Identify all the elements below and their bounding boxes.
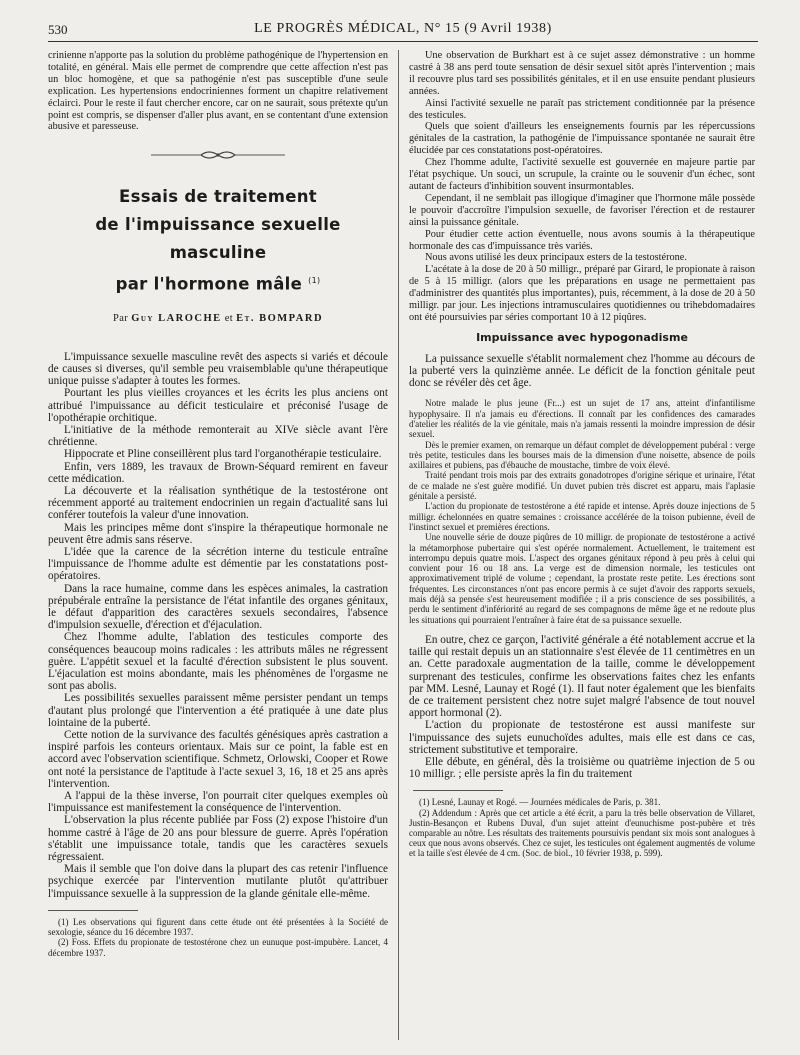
paragraph: Ainsi l'activité sexuelle ne paraît pas strictement conditionnée par la présence des testicules. bbox=[409, 97, 755, 121]
paragraph: Notre malade le plus jeune (Fr...) est un sujet de 17 ans, atteint d'infantilisme hypophysaire. Il n'a jamais eu d'érections. Il connaît par les confidences des camarades d'atelier les réalités de la vie génitale, mais n'a jamais ressenti la moindre impression de désir sexuel. bbox=[409, 398, 755, 440]
paragraph: L'action du propionate de testostérone est aussi manifeste sur l'impuissance des sujets eunuchoïdes adultes, mais elle est dans ce cas, strictement substitutive et temporaire. bbox=[409, 719, 755, 756]
paragraph: L'acétate à la dose de 20 à 50 milligr., préparé par Girard, le propionate à raison de 5 à 15 milligr. (alors que les préparations en usage ne permettaient pas d'administrer des quantités plus importantes), puis, récemment, à la dose de 20 à 50 milligr. par jour. Les injections intramusculaires quotidiennes ou trihebdomadaires ont été poursuivies par séries comportant 10 à 12 piqûres. bbox=[409, 264, 755, 323]
footnotes-right bbox=[409, 797, 755, 858]
column-divider bbox=[398, 50, 399, 1040]
footnote: (1) Lesné, Launay et Rogé. — Journées médicales de Paris, p. 381. bbox=[419, 797, 661, 808]
paragraph: La puissance sexuelle s'établit normalement chez l'homme au décours de la puberté vers la quinzième année. Le déficit de la fonction génitale peut donc se révéler dès cet âge. bbox=[409, 352, 755, 390]
footnote: (1) Les observations qui figurent dans cette étude ont été présentées à la Société de sexologie, séance du 16 décembre 1937. bbox=[48, 916, 388, 938]
paragraph: Chez l'homme adulte, l'activité sexuelle est gouvernée en majeure partie par l'état psychique. Un souci, un scrupule, la crainte ou le souvenir d'un échec, sont autant de facteurs d'inhibition souvent insurmontables. bbox=[409, 157, 755, 192]
footnote-rule bbox=[48, 910, 138, 911]
footnote: (2) Foss. Effets du propionate de testostérone chez un eunuque post-impubère. Lancet, 4 décembre 1937. bbox=[48, 937, 388, 958]
byline-prefix: Par bbox=[112, 312, 129, 324]
paragraph: Nous avons utilisé les deux principaux esters de la testostérone. bbox=[425, 252, 687, 264]
byline bbox=[48, 313, 388, 325]
article-title bbox=[48, 183, 388, 299]
article-title-line2: de l'impuissance sexuelle masculine bbox=[95, 215, 341, 263]
paragraph: Enfin, vers 1889, les travaux de Brown-Séquard remirent en faveur cette médication. bbox=[48, 460, 388, 485]
footnotes-left bbox=[48, 917, 388, 958]
paragraph: L'impuissance sexuelle masculine revêt des aspects si variés et découle de causes si diverses, qu'il semble peu vraisemblable qu'une thérapeutique unique puisse s'adapter à toutes les formes. bbox=[48, 350, 388, 388]
page-number: 530 bbox=[48, 22, 68, 37]
title-footnote-marker: (1) bbox=[308, 276, 321, 286]
paragraph: A l'appui de la thèse inverse, l'on pourrait citer quelques exemples où l'impuissance est manifestement la conséquence de l'intervention. bbox=[48, 790, 388, 815]
section-title: Impuissance avec hypogonadisme bbox=[476, 330, 688, 344]
left-column bbox=[48, 50, 388, 958]
paragraph: Elle débute, en général, dès la troisième ou quatrième injection de 5 ou 10 milligr. ; elle persiste après la fin du traitement bbox=[409, 755, 755, 781]
ornament-divider bbox=[48, 149, 388, 161]
header-rule bbox=[48, 41, 758, 42]
paragraph: Mais les principes même dont s'inspire la thérapeutique hormonale ne peuvent être admis sans réserve. bbox=[48, 521, 388, 546]
journal-title: LE PROGRÈS MÉDICAL, N° 15 (9 Avril 1938) bbox=[254, 21, 552, 36]
paragraph: Cependant, il ne semblait pas illogique d'imaginer que l'hormone mâle possède le pouvoir d'accroître l'impulsion sexuelle, de favoriser l'érection et de restaurer ainsi la puissance génitale. bbox=[409, 192, 755, 228]
paragraph: Traité pendant trois mois par des extraits gonadotropes d'origine sérique et urinaire, l'état de ce malade ne s'est guère modifié. Un duvet pubien très discret est apparu, mais l'aplasie génitale a persisté. bbox=[409, 470, 755, 502]
running-header bbox=[48, 18, 758, 40]
paragraph: L'idée que la carence de la sécrétion interne du testicule entraîne l'impuissance de l'homme adulte est démentie par les constatations post-opératoires. bbox=[48, 546, 388, 583]
paragraph: Quels que soient d'ailleurs les enseignements fournis par les répercussions génitales de la castration, la pathogénie de l'impuissance spontanée ne saurait être élucidée par ces constatations post-opératoires. bbox=[409, 121, 755, 157]
paragraph: Les possibilités sexuelles paraissent même persister pendant un temps d'autant plus prolongé que l'intervention a été pratiquée à une date plus lointaine de la puberté. bbox=[48, 692, 388, 729]
section-intro bbox=[409, 353, 755, 390]
article-body-right-a bbox=[409, 50, 755, 324]
paragraph: Pour étudier cette action éventuelle, nous avons soumis à la thérapeutique hormonale des cas d'impuissance très variés. bbox=[409, 228, 755, 252]
footnote-rule bbox=[413, 790, 503, 791]
article-body-right-c bbox=[409, 634, 755, 780]
paragraph: La découverte et la réalisation synthétique de la testostérone ont récemment apporté au traitement endocrinien un regain d'actualité sans lui conférer toutefois la valeur d'une innovation. bbox=[48, 484, 388, 522]
spacer bbox=[409, 625, 755, 634]
paragraph: Dans la race humaine, comme dans les espèces animales, la castration prépubérale entraîne la persistance de l'état infantile des organes génitaux, le défaut d'apparition des caractères sexuels secondaires, l'absence d'impulsion sexuelle, d'érection et d'éjaculation. bbox=[48, 582, 388, 632]
byline-and: et bbox=[224, 312, 234, 324]
article-body-left bbox=[48, 351, 388, 900]
paragraph: Dès le premier examen, on remarque un défaut complet de développement pubéral : verge très petite, testicules dans les bourses mais de la dimension d'une noisette, absence de poils axillaires et pubiens, pas d'ébauche de moustache, timbre de voix élevé. bbox=[409, 439, 755, 471]
article-title-line3-text: par l'hormone mâle bbox=[115, 274, 303, 294]
flourish-icon bbox=[143, 149, 293, 161]
case-report bbox=[409, 398, 755, 625]
article-title-line1: Essais de traitement bbox=[119, 187, 317, 207]
author-1: Guy LAROCHE bbox=[131, 312, 222, 324]
paragraph: Mais il semble que l'on doive dans la plupart des cas retenir l'influence psychique exercée par l'intervention mutilante plutôt qu'attribuer l'impuissance sexuelle à la suppression de la glande génitale elle-même. bbox=[48, 863, 388, 900]
paragraph: Pourtant les plus vieilles croyances et les écrits les plus anciens ont attribué l'impuissance au déficit testiculaire et préconisé l'usage de l'opothérapie orchitique. bbox=[48, 387, 388, 424]
paragraph: L'action du propionate de testostérone a été rapide et intense. Après douze injections de 5 milligr. échelonnées en quatre semaines : croissance accélérée de la toison pubienne, éveil de l'instinct sexuel et premières érections. bbox=[409, 501, 755, 532]
paragraph: En outre, chez ce garçon, l'activité générale a été notablement accrue et la taille qui restait depuis un an stationnaire s'est élevée de 11 centimètres en un an. Cette paradoxale augmentation de la taille, comme le développement surprenant des testicules, confirme les observations faites chez les enfants par MM. Lesné, Launay et Rogé (1). Il faut noter également que les bienfaits de ce traitement persistent chez notre sujet malgré l'absence de tout nouvel apport hormonal (2). bbox=[409, 633, 755, 720]
paragraph: L'initiative de la méthode remonterait au XIVe siècle avant l'ère chrétienne. bbox=[48, 423, 388, 449]
paragraph: Une observation de Burkhart est à ce sujet assez démonstrative : un homme castré à 38 ans perd toute sensation de désir sexuel sitôt après l'intervention ; mais il recouvre plus tard ses possibilités génitales, et il en use ensuite pendant plusieurs années. bbox=[409, 50, 755, 97]
spacer bbox=[409, 389, 755, 398]
paragraph: crinienne n'apporte pas la solution du problème pathogénique de l'hypertension en totalité, en général. Mais elle permet de comprendre que cette affection n'est pas un bloc homogène, et que sa pathogénie n'est pas susceptible d'une seule explication. Les hypertensions endocriniennes forment un chapitre relativement éclairci. Pour le reste il faut chercher encore, car on ne saurait, sous prétexte qu'un point est compris, se dispenser d'aller plus avant, en se contentant d'une extension abusive et paresseuse. bbox=[48, 50, 388, 133]
paragraph: Chez l'homme adulte, l'ablation des testicules comporte des conséquences beaucoup moins radicales : les attributs mâles ne régressent guère. L'appétit sexuel et la faculté d'érection subsistent le plus souvent. L'éjaculation est moins abondante, mais les phénomènes de l'orgasme ne sont pas abolis. bbox=[48, 631, 388, 693]
right-column bbox=[409, 50, 755, 859]
paragraph: Cette notion de la survivance des facultés génésiques après castration a inspiré parfois les conteurs orientaux. Mais sur ce point, la fable est en accord avec l'observation scientifique. Schmetz, Orlowski, Cooper et Rowe ont noté la persistance de l'aptitude à l'acte sexuel 3, 16, 18 et 25 ans après l'intervention. bbox=[48, 729, 388, 790]
paragraph: Hippocrate et Pline conseillèrent plus tard l'organothérapie testiculaire. bbox=[64, 448, 382, 461]
intro-text bbox=[48, 50, 388, 133]
author-2: Et. BOMPARD bbox=[236, 312, 324, 324]
paragraph: Une nouvelle série de douze piqûres de 10 milligr. de propionate de testostérone a activé la métamorphose pubertaire qui s'est opérée normalement. Actuellement, le traitement est interrompu depuis quatre mois. L'aspect des organes génitaux répond à peu près à celui qui convient pour 16 ou 18 ans. La verge est de dimension normale, les testicules ont approximativement triplé de volume ; cependant, la prostate reste petite. Les érections sont fréquentes. Les circonstances n'ont pas encore permis à ce sujet d'avoir des rapports sexuels, mais déjà sa pensée s'est heureusement modifiée ; il a pris conscience de ses possibilités, a perdu le sentiment d'infériorité au regard de ses compagnons de même âge et ne redoute plus les situations qui pourraient l'entraîner à faire état de sa puissance sexuelle. bbox=[409, 532, 755, 625]
article-title-line3 bbox=[48, 267, 388, 299]
paragraph: L'observation la plus récente publiée par Foss (2) expose l'histoire d'un homme castré à l'âge de 20 ans pour blessure de guerre. Après l'opération s'établit une impuissance totale, tandis que les caractères sexuels régressaient. bbox=[48, 814, 388, 864]
footnote: (2) Addendum : Après que cet article a été écrit, a paru la très belle observation de Villaret, Justin-Besançon et Rubens Duval, d'un sujet atteint d'eunuchisme post-pubère et très comparable au nôtre. Les résultats des traitements poursuivis pendant six mois sont analogues à ceux que nous avons observés. Chez ce sujet, les testicules ont également augmentés de volume et la taille s'est élevée de 4 cm. (Soc. de biol., 10 février 1938, p. 599). bbox=[409, 807, 755, 859]
